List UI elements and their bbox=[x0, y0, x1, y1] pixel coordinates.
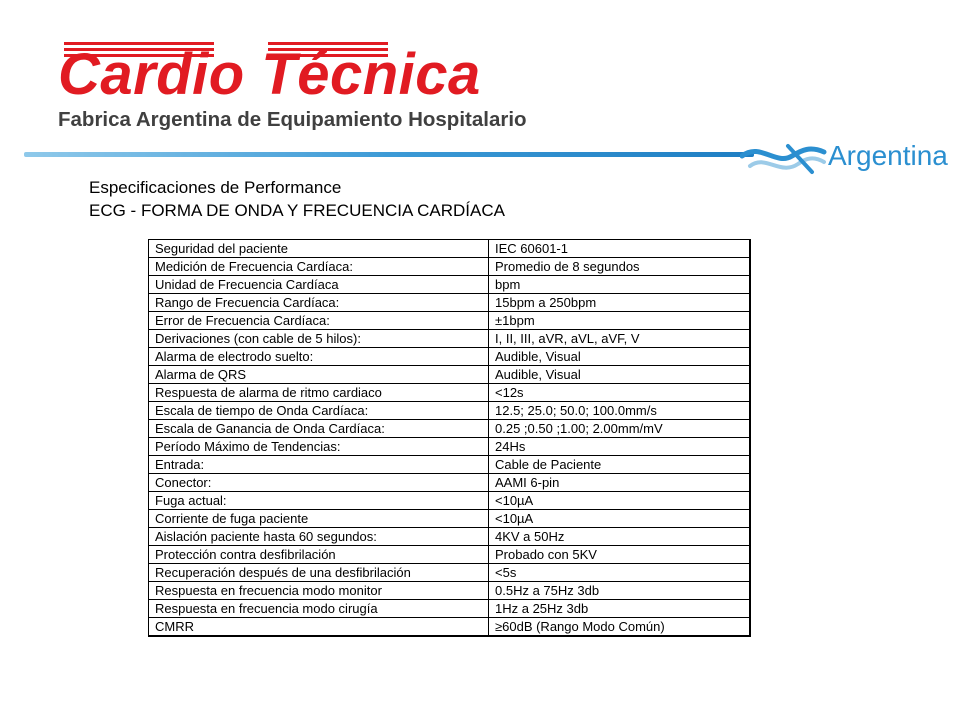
table-row bbox=[149, 348, 751, 366]
spec-value: bpm bbox=[489, 276, 751, 294]
table-row bbox=[149, 330, 751, 348]
spec-value: Audible, Visual bbox=[489, 348, 751, 366]
spec-value: 4KV a 50Hz bbox=[489, 528, 751, 546]
spec-label: Recuperación después de una desfibrilación bbox=[149, 564, 489, 582]
argentina-wave-icon bbox=[740, 136, 830, 182]
spec-table bbox=[148, 239, 751, 637]
spec-value: 1Hz a 25Hz 3db bbox=[489, 600, 751, 618]
table-row bbox=[149, 474, 751, 492]
spec-label: Aislación paciente hasta 60 segundos: bbox=[149, 528, 489, 546]
spec-value: 12.5; 25.0; 50.0; 100.0mm/s bbox=[489, 402, 751, 420]
table-row bbox=[149, 420, 751, 438]
spec-label: Período Máximo de Tendencias: bbox=[149, 438, 489, 456]
spec-label: Fuga actual: bbox=[149, 492, 489, 510]
table-row bbox=[149, 456, 751, 474]
section-title: Especificaciones de Performance bbox=[89, 178, 342, 197]
spec-value: <5s bbox=[489, 564, 751, 582]
table-row bbox=[149, 366, 751, 384]
company-logo bbox=[50, 38, 540, 138]
spec-value: <12s bbox=[489, 384, 751, 402]
spec-table-body bbox=[149, 240, 751, 637]
logo-tagline: Fabrica Argentina de Equipamiento Hospitalario bbox=[58, 108, 527, 131]
table-row bbox=[149, 492, 751, 510]
table-row bbox=[149, 510, 751, 528]
spec-value: 24Hs bbox=[489, 438, 751, 456]
spec-label: Respuesta de alarma de ritmo cardiaco bbox=[149, 384, 489, 402]
spec-value: ≥60dB (Rango Modo Común) bbox=[489, 618, 751, 637]
spec-label: Escala de tiempo de Onda Cardíaca: bbox=[149, 402, 489, 420]
spec-label: Unidad de Frecuencia Cardíaca bbox=[149, 276, 489, 294]
spec-value: 0.5Hz a 75Hz 3db bbox=[489, 582, 751, 600]
table-row bbox=[149, 618, 751, 637]
table-row bbox=[149, 564, 751, 582]
table-row bbox=[149, 402, 751, 420]
spec-value: Probado con 5KV bbox=[489, 546, 751, 564]
argentina-brand bbox=[740, 136, 950, 182]
spec-value: 15bpm a 250bpm bbox=[489, 294, 751, 312]
spec-label: Entrada: bbox=[149, 456, 489, 474]
spec-value: I, II, III, aVR, aVL, aVF, V bbox=[489, 330, 751, 348]
argentina-label: Argentina bbox=[828, 140, 948, 171]
spec-label: Derivaciones (con cable de 5 hilos): bbox=[149, 330, 489, 348]
spec-label: Error de Frecuencia Cardíaca: bbox=[149, 312, 489, 330]
section-subtitle: ECG - FORMA DE ONDA Y FRECUENCIA CARDÍACA bbox=[89, 201, 505, 220]
table-row bbox=[149, 312, 751, 330]
spec-label: Escala de Ganancia de Onda Cardíaca: bbox=[149, 420, 489, 438]
logo-wordmark: Cardio Técnica bbox=[58, 42, 481, 107]
spec-label: Respuesta en frecuencia modo monitor bbox=[149, 582, 489, 600]
spec-value: AAMI 6-pin bbox=[489, 474, 751, 492]
spec-label: Medición de Frecuencia Cardíaca: bbox=[149, 258, 489, 276]
table-row bbox=[149, 438, 751, 456]
table-row bbox=[149, 600, 751, 618]
spec-value: <10µA bbox=[489, 510, 751, 528]
spec-value: IEC 60601-1 bbox=[489, 240, 751, 258]
table-row bbox=[149, 240, 751, 258]
spec-value: Audible, Visual bbox=[489, 366, 751, 384]
spec-label: Rango de Frecuencia Cardíaca: bbox=[149, 294, 489, 312]
spec-value: Cable de Paciente bbox=[489, 456, 751, 474]
table-row bbox=[149, 384, 751, 402]
spec-label: Respuesta en frecuencia modo cirugía bbox=[149, 600, 489, 618]
spec-value: 0.25 ;0.50 ;1.00; 2.00mm/mV bbox=[489, 420, 751, 438]
table-row bbox=[149, 276, 751, 294]
spec-value: Promedio de 8 segundos bbox=[489, 258, 751, 276]
spec-value: <10µA bbox=[489, 492, 751, 510]
table-row bbox=[149, 258, 751, 276]
table-row bbox=[149, 582, 751, 600]
spec-label: Alarma de QRS bbox=[149, 366, 489, 384]
spec-label: CMRR bbox=[149, 618, 489, 637]
table-row bbox=[149, 294, 751, 312]
spec-value: ±1bpm bbox=[489, 312, 751, 330]
header-band bbox=[24, 150, 754, 160]
table-row bbox=[149, 546, 751, 564]
spec-label: Alarma de electrodo suelto: bbox=[149, 348, 489, 366]
spec-label: Conector: bbox=[149, 474, 489, 492]
spec-label: Corriente de fuga paciente bbox=[149, 510, 489, 528]
table-row bbox=[149, 528, 751, 546]
spec-label: Protección contra desfibrilación bbox=[149, 546, 489, 564]
spec-label: Seguridad del paciente bbox=[149, 240, 489, 258]
